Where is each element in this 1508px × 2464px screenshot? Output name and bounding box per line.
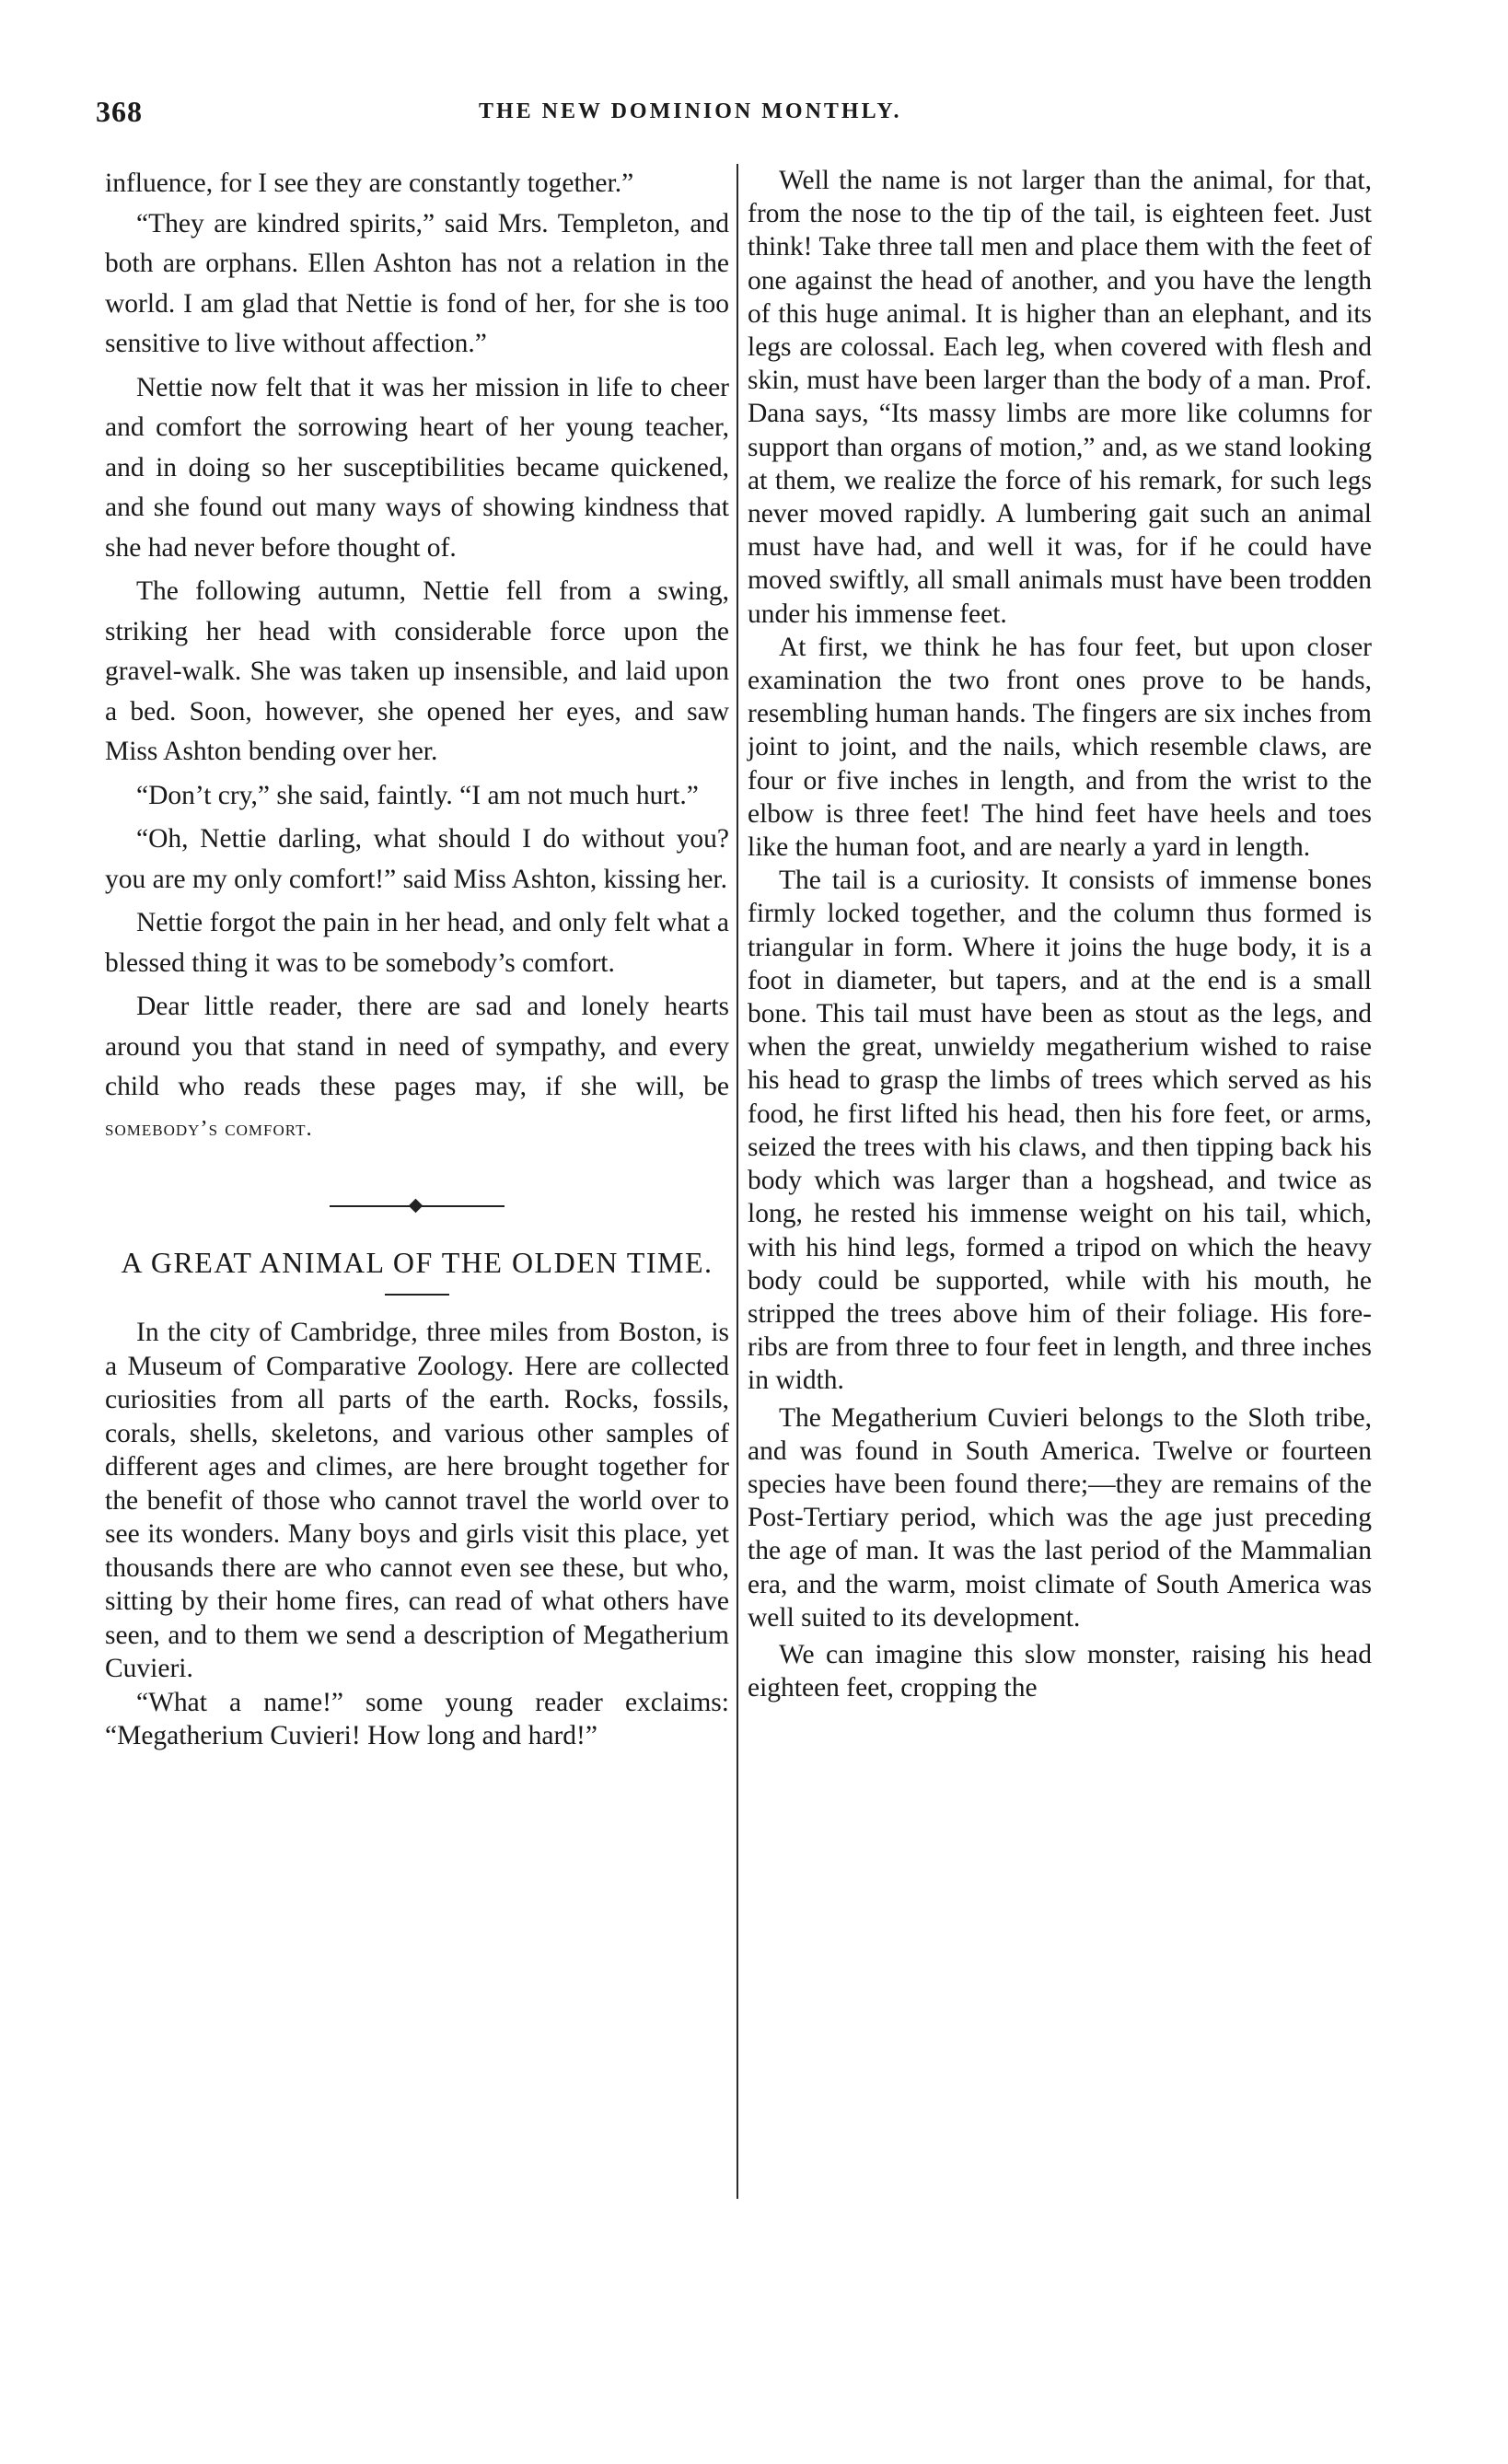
right-column [748, 164, 1372, 1704]
running-title: THE NEW DOMINION MONTHLY. [479, 99, 902, 123]
paragraph [105, 987, 729, 1148]
diamond-ornament-icon [409, 1199, 423, 1214]
paragraph: influence, for I see they are constantly together.” [105, 169, 634, 198]
paragraph-text: Dear little reader, there are sad and lonely hearts around you that stand in need of sympathy, and every child who reads these pages may, if she will, be [105, 992, 729, 1101]
section-divider [330, 1200, 505, 1213]
paragraph: Nettie forgot the pain in her head, and only felt what a blessed thing it was to be somebody’s comfort. [105, 908, 729, 978]
paragraph: “They are kindred spirits,” said Mrs. Templeton, and both are orphans. Ellen Ashton has not a relation in the world. I am glad that Nettie is fond of her, for she is too sensitive to live without affection.” [105, 208, 729, 358]
paragraph: The tail is a curiosity. It consists of immense bones firmly locked together, and the column thus formed is triangular in form. Where it joins the huge body, it is a foot in diameter, but tapers, and at the end is a small bone. This tail must have been as stout as the legs, and when the great, unwieldy megatherium wished to raise his head to grasp the limbs of trees which served as his food, he first lifted his head, then his fore feet, or arms, seized the trees with his claws, and then tipping back his body which was larger than a hogshead, and twice as long, he rested his immense weight on his tail, which, with his hind legs, formed a tripod on which the heavy body could be supported, while with his mouth, he stripped the trees above him of their foliage. His fore-ribs are from three to four feet in length, and three inches in width. [748, 866, 1372, 1396]
paragraph: Well the name is not larger than the animal, for that, from the nose to the tip of the tail, is eighteen feet. Just think! Take three tall men and place them with the feet of one against the head of another, and you have the length of this huge animal. It is higher than an elephant, and its legs are colossal. Each leg, when covered with flesh and skin, must have been larger than the body of a man. Prof. Dana says, “Its massy limbs are more like columns for support than organs of motion,” and, as we stand looking at them, we realize the force of his remark, for such legs never moved rapidly. A lumbering gait such an animal must have had, and well it was, for if he could have moved swiftly, all small animals must have been trodden under his immense feet. [748, 166, 1372, 629]
paragraph: The following autumn, Nettie fell from a swing, striking her head with considerable force upon the gravel-walk. She was taken up insensible, and laid upon a bed. Soon, however, she opened her eyes, and saw Miss Ashton bending over her. [105, 576, 729, 766]
page-number: 368 [96, 95, 143, 128]
paragraph: At first, we think he has four feet, but upon closer examination the two front ones prove to be hands, resembling human hands. The fingers are six inches from joint to joint, and the nails, which resemble claws, are four or five inches in length, and from the wrist to the elbow is three feet! The hind feet have heels and toes like the human foot, and are nearly a yard in length. [748, 632, 1372, 863]
paragraph: Nettie now felt that it was her mission in life to cheer and comfort the sorrowing heart of her young teacher, and in doing so her susceptibilities became quickened, and she found out many ways of showing kindness that she had never before thought of. [105, 372, 729, 563]
left-column [105, 164, 729, 1753]
paragraph: The Megatherium Cuvieri belongs to the Sloth tribe, and was found in South America. Twelve or fourteen species have been found there;—they are remains of the Post-Tertiary period, which was the age just preceding the age of man. It was the last period of the Mammalian era, and the warm, moist climate of South America was well suited to its development. [748, 1402, 1372, 1633]
title-rule [385, 1294, 449, 1296]
column-rule [737, 164, 738, 2199]
small-caps-text: somebody’s comfort. [105, 1115, 313, 1141]
paragraph: In the city of Cambridge, three miles from Boston, is a Museum of Comparative Zoology. Here are collected curiosities from all parts of the earth. Rocks, fossils, corals, shells, skeletons, and various other samples of different ages and climes, are here brought together for the benefit of those who cannot travel the world over to see its wonders. Many boys and girls visit this place, yet thousands there are who cannot even see these, but who, sitting by their home fires, can read of what others have seen, and to them we send a description of Megatherium Cuvieri. [105, 1318, 729, 1683]
paragraph: We can imagine this slow monster, raising his head eighteen feet, cropping the [748, 1639, 1372, 1703]
paragraph: “Oh, Nettie darling, what should I do without you? you are my only comfort!” said Miss Ashton, kissing her. [105, 824, 729, 894]
paragraph: “Don’t cry,” she said, faintly. “I am not much hurt.” [136, 780, 699, 810]
paragraph: “What a name!” some young reader exclaims: “Megatherium Cuvieri! How long and hard!” [105, 1687, 729, 1750]
article-title: A GREAT ANIMAL OF THE OLDEN TIME. [121, 1246, 713, 1279]
